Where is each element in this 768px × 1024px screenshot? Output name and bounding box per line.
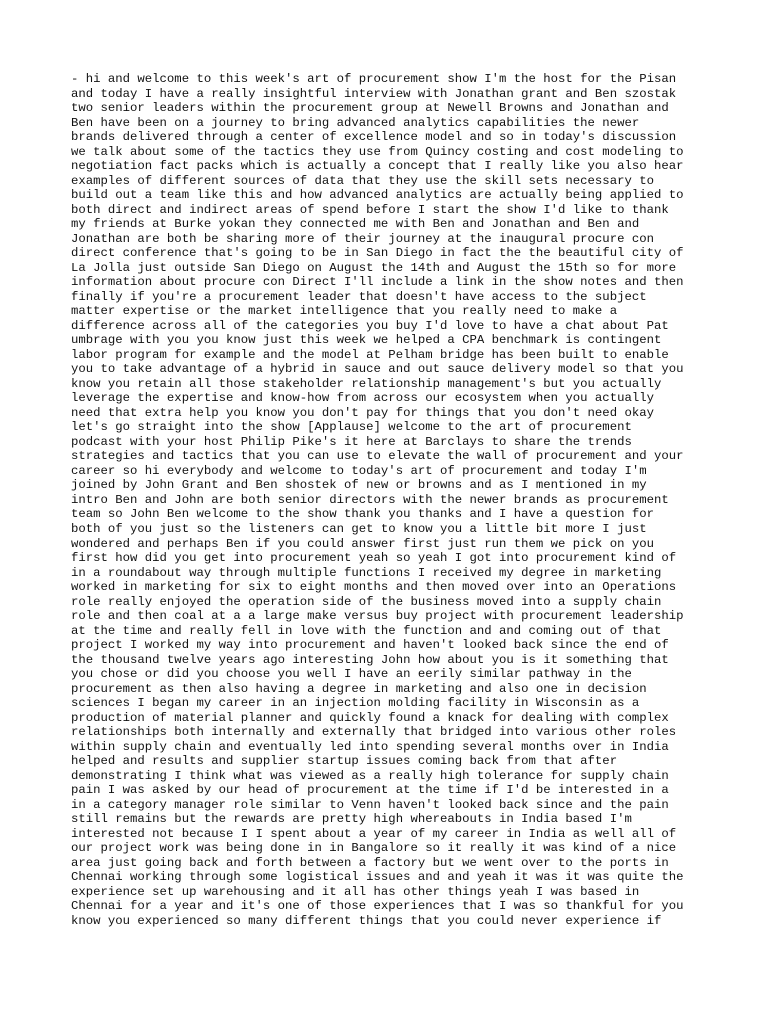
transcript-line: podcast with your host Philip Pike's it here at Barclays to share the trends — [71, 434, 632, 449]
transcript-line: strategies and tactics that you can use to elevate the wall of procurement and your — [71, 449, 684, 464]
transcript-line: Chennai working through some logistical issues and and yeah it was it was quite the — [71, 870, 684, 885]
transcript-line: difference across all of the categories you buy I'd love to have a chat about Pat — [71, 318, 669, 333]
transcript-line: two senior leaders within the procurement group at Newell Browns and Jonathan and — [71, 101, 669, 116]
transcript-line: you to take advantage of a hybrid in sauce and out sauce delivery model so that you — [71, 362, 684, 377]
transcript-line: need that extra help you know you don't pay for things that you don't need okay — [71, 405, 654, 420]
transcript-line: still remains but the rewards are pretty high whereabouts in India based I'm — [71, 812, 632, 827]
transcript-line: worked in marketing for six to eight months and then moved over into an Operations — [71, 580, 677, 595]
transcript-line: and today I have a really insightful interview with Jonathan grant and Ben szostak — [71, 86, 677, 101]
transcript-line: joined by John Grant and Ben shostek of new or browns and as I mentioned in my — [71, 478, 647, 493]
transcript-line: pain I was asked by our head of procurement at the time if I'd be interested in a — [71, 783, 669, 798]
transcript-line: sciences I began my career in an injection molding facility in Wisconsin as a — [71, 696, 640, 711]
transcript-line: matter expertise or the market intelligence that you really need to make a — [71, 304, 618, 319]
transcript-line: experience set up warehousing and it all has other things yeah I was based in — [71, 884, 640, 899]
transcript-line: examples of different sources of data that they use the skill sets necessary to — [71, 173, 654, 188]
transcript-line: labor program for example and the model at Pelham bridge has been built to enable — [71, 347, 669, 362]
transcript-line: procurement as then also having a degree in marketing and also one in decision — [71, 681, 647, 696]
transcript-line: interested not because I I spent about a year of my career in India as well all of — [71, 826, 677, 841]
transcript-line: know you retain all those stakeholder relationship management's but you actually — [71, 376, 662, 391]
transcript-line: production of material planner and quickly found a knack for dealing with complex — [71, 710, 669, 725]
transcript-line: in a category manager role similar to Venn haven't looked back since and the pain — [71, 797, 669, 812]
transcript-line: role really enjoyed the operation side of the business moved into a supply chain — [71, 594, 662, 609]
transcript-line: Chennai for a year and it's one of those experiences that I was so thankful for you — [71, 899, 684, 914]
transcript-line: we talk about some of the tactics they use from Quincy costing and cost modeling to — [71, 144, 684, 159]
transcript-line: negotiation fact packs which is actually a concept that I really like you also hear — [71, 159, 684, 174]
transcript-line: Jonathan are both be sharing more of their journey at the inaugural procure con — [71, 231, 654, 246]
transcript-line: information about procure con Direct I'll include a link in the show notes and then — [71, 275, 684, 290]
transcript-line: the thousand twelve years ago interesting John how about you is it something that — [71, 652, 669, 667]
transcript-line: umbrage with you you know just this week we helped a CPA benchmark is contingent — [71, 333, 662, 348]
transcript-line: role and then coal at a a large make versus buy project with procurement leadership — [71, 609, 684, 624]
transcript-line: in a roundabout way through multiple functions I received my degree in marketing — [71, 565, 662, 580]
transcript-line: La Jolla just outside San Diego on August the 14th and August the 15th so for more — [71, 260, 677, 275]
transcript-line: both direct and indirect areas of spend before I start the show I'd like to thank — [71, 202, 669, 217]
transcript-line: within supply chain and eventually led into spending several months over in India — [71, 739, 669, 754]
transcript-line: first how did you get into procurement yeah so yeah I got into procurement kind of — [71, 551, 677, 566]
transcript-line: team so John Ben welcome to the show thank you thanks and I have a question for — [71, 507, 654, 522]
transcript-line: wondered and perhaps Ben if you could answer first just run them we pick on you — [71, 536, 654, 551]
transcript-line: brands delivered through a center of excellence model and so in today's discussion — [71, 130, 677, 145]
transcript-line: let's go straight into the show [Applause] welcome to the art of procurement — [71, 420, 632, 435]
transcript-line: leverage the expertise and know-how from across our ecosystem when you actually — [71, 391, 654, 406]
transcript-line: know you experienced so many different things that you could never experience if — [71, 913, 662, 928]
transcript-text — [71, 72, 711, 928]
transcript-line: finally if you're a procurement leader that doesn't have access to the subject — [71, 289, 647, 304]
transcript-line: - hi and welcome to this week's art of procurement show I'm the host for the Pisan — [71, 72, 677, 86]
transcript-line: intro Ben and John are both senior directors with the newer brands as procurement — [71, 492, 669, 507]
transcript-line: direct conference that's going to be in San Diego in fact the the beautiful city of — [71, 246, 684, 261]
transcript-line: relationships both internally and externally that bridged into various other roles — [71, 725, 677, 740]
transcript-line: our project work was being done in in Bangalore so it really it was kind of a nice — [71, 841, 677, 856]
transcript-line: area just going back and forth between a factory but we went over to the ports in — [71, 855, 669, 870]
transcript-line: both of you just so the listeners can get to know you a little bit more I just — [71, 521, 647, 536]
transcript-line: career so hi everybody and welcome to today's art of procurement and today I'm — [71, 463, 647, 478]
transcript-line: demonstrating I think what was viewed as a really high tolerance for supply chain — [71, 768, 669, 783]
transcript-line: Ben have been on a journey to bring advanced analytics capabilities the newer — [71, 115, 640, 130]
transcript-line: at the time and really fell in love with the function and and coming out of that — [71, 623, 662, 638]
transcript-line: you chose or did you choose you well I have an eerily similar pathway in the — [71, 667, 632, 682]
transcript-line: project I worked my way into procurement and haven't looked back since the end of — [71, 638, 669, 653]
transcript-line: helped and results and supplier startup issues coming back from that after — [71, 754, 618, 769]
transcript-line: build out a team like this and how advanced analytics are actually being applied to — [71, 188, 684, 203]
transcript-line: my friends at Burke yokan they connected me with Ben and Jonathan and Ben and — [71, 217, 640, 232]
